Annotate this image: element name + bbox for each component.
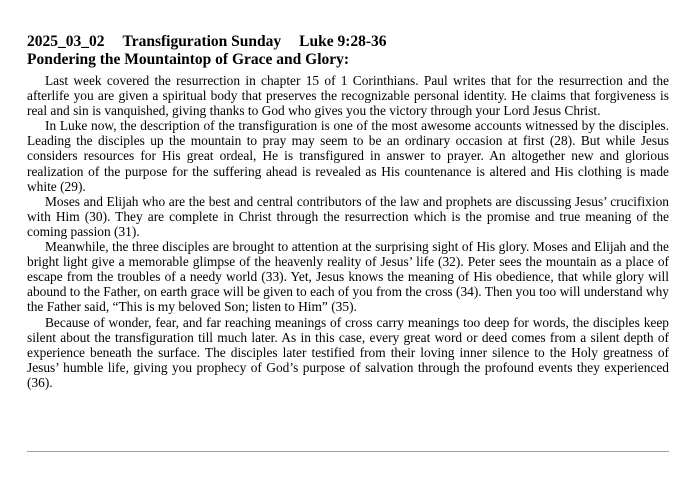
sermon-title: Pondering the Mountaintop of Grace and Glory: [27,50,350,68]
paragraph-resurrection: Last week covered the resurrection in chapter 15 of 1 Corinthians. Paul writes that for the resurrection and the afterlife you are given a spiritual body that preserves the recognizable personal identity. He claims that forgiveness is real and sin is vanquished, giving thanks to God who gives you the victory through your Lord Jesus Christ. [27,73,669,119]
occasion-title: Transfiguration Sunday [122,33,282,50]
header-line [27,33,669,51]
sermon-document [27,33,669,390]
bottom-divider [27,451,669,452]
paragraph-transfiguration: In Luke now, the description of the transfiguration is one of the most awesome accounts witnessed by the disciples. Leading the disciples up the mountain to pray may seem to be an ordinary occasion at first (28). But while Jesus considers resources for His great ordeal, He is transfigured in answer to prayer. An altogether new and glorious realization of the purpose for the suffering ahead is revealed as His countenance is altered and His clothing is made white (29). [27,118,669,194]
paragraph-disciples: Meanwhile, the three disciples are brought to attention at the surprising sight of His glory. Moses and Elijah and the bright light give a memorable glimpse of the heavenly reality of Jesus’ life (32). Peter sees the mountain as a place of escape from the troubles of a needy world (33). Yet, Jesus knows the meaning of His obedience, that while glory will abound to the Father, on earth grace will be given to each of you from the cross (34). Then you too will understand why the Father said, “This is my beloved Son; listen to Him” (35). [27,239,669,315]
paragraph-moses-elijah: Moses and Elijah who are the best and central contributors of the law and prophets are discussing Jesus’ crucifixion with Him (30). They are complete in Christ through the resurrection which is the promise and true meaning of the coming passion (31). [27,193,669,239]
sermon-date: 2025_03_02 [27,33,105,50]
paragraph-silence: Because of wonder, fear, and far reaching meanings of cross carry meanings too deep for words, the disciples keep silent about the transfiguration till much later. As in this case, every great word or deed comes from a silent depth of experience beneath the surface. The disciples later testified from their loving inner silence to the Holy greatness of Jesus’ humble life, giving you prophecy of God’s purpose of salvation through the profound events they experienced (36). [27,314,669,390]
scripture-reference: Luke 9:28-36 [299,33,387,50]
sermon-body [27,73,669,390]
